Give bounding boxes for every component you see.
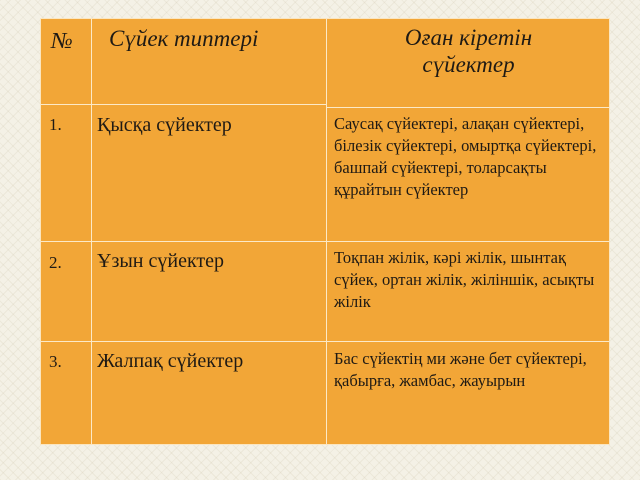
row-2-bone-type: Ұзын сүйектер <box>97 250 225 272</box>
row-1-number: 1. <box>49 115 62 134</box>
row-divider-2 <box>326 107 609 108</box>
column-divider-2 <box>326 19 327 444</box>
row-3-bone-type: Жалпақ сүйектер <box>97 350 244 372</box>
header-included-bones-line1: Оған кіретін <box>404 25 533 50</box>
row-3-included-bones: Бас сүйектің ми және бет сүйектері, қабырға, жамбас, жауырын <box>334 349 587 390</box>
header-included-bones <box>331 24 606 78</box>
row-divider-3 <box>41 241 609 242</box>
column-divider-1 <box>91 19 92 444</box>
row-1-included-bones: Саусақ сүйектері, алақан сүйектері, білезік сүйектері, омыртқа сүйектері, башпай сүйектері, толарсақты құрайтын сүйектер <box>334 114 597 199</box>
row-1-bone-type: Қысқа сүйектер <box>97 114 232 136</box>
bone-types-table <box>40 18 610 445</box>
row-3-number: 3. <box>49 352 62 371</box>
header-number: № <box>51 28 73 53</box>
header-bone-type: Сүйек типтері <box>109 26 259 51</box>
row-divider-1 <box>41 104 326 105</box>
row-2-number: 2. <box>49 253 62 272</box>
row-2-included-bones: Тоқпан жілік, кәрі жілік, шынтақ сүйек, ортан жілік, жіліншік, асықты жілік <box>334 248 595 311</box>
row-divider-4 <box>41 341 609 342</box>
header-included-bones-line2: сүйектер <box>422 52 515 77</box>
